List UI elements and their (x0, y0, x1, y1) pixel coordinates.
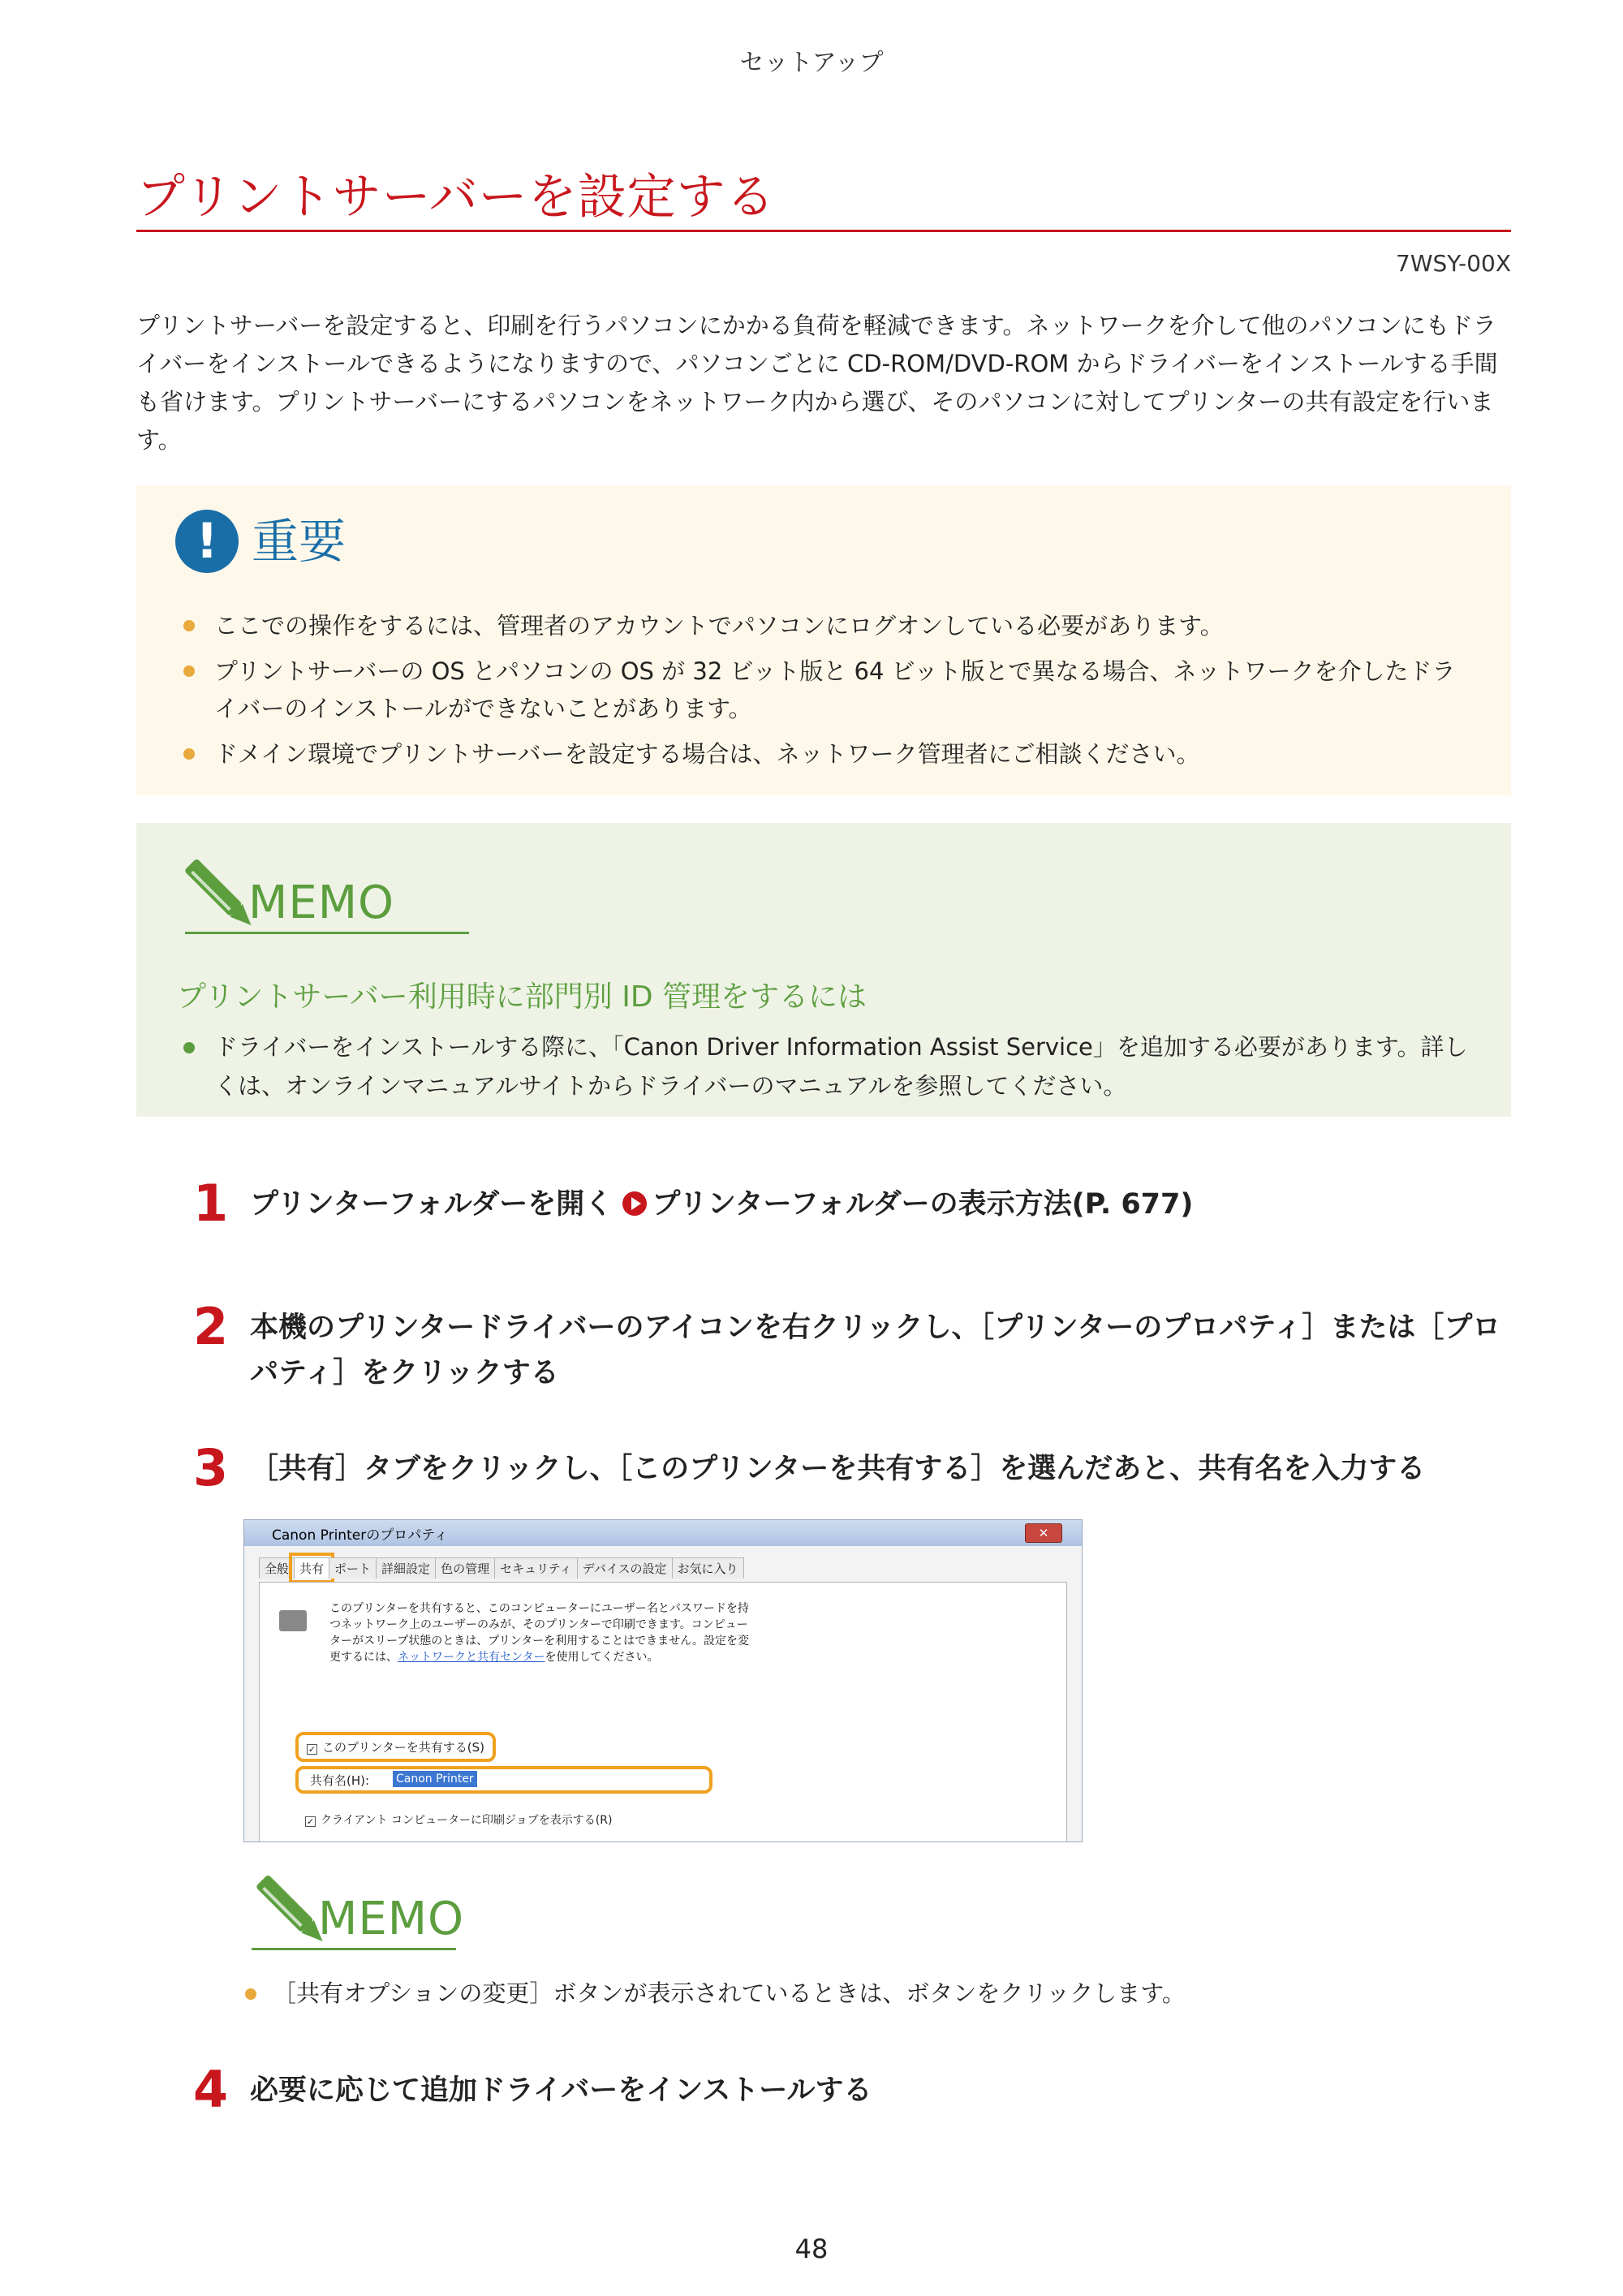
title-divider (136, 230, 1511, 232)
share-name-row (295, 1766, 712, 1794)
memo-list (136, 1027, 1511, 1105)
bullet-icon (245, 1988, 256, 2000)
printer-folder-link[interactable]: プリンターフォルダーの表示方法(P. 677) (652, 1188, 1194, 1221)
page-title: プリントサーバーを設定する (136, 169, 776, 226)
tab-ports[interactable]: ポート (329, 1557, 377, 1579)
memo-label: MEMO (248, 877, 395, 929)
exclamation-icon: ! (175, 510, 239, 573)
tab-device-settings[interactable]: デバイスの設定 (577, 1557, 673, 1579)
sharing-description: このプリンターを共有すると、このコンピューターにユーザー名とパスワードを持つネットワーク上のユーザーのみが、そのプリンターで印刷できます。コンピューターがスリープ状態のときは、プリンターを利用することはできません。設定を変更するには、ネットワークと共有センターを使用してください。 (329, 1602, 750, 1664)
step-number: 3 (193, 1438, 229, 1497)
tab-general[interactable]: 全般 (259, 1557, 295, 1579)
important-list (136, 607, 1511, 781)
dialog-tabs (259, 1557, 743, 1580)
share-name-input[interactable]: Canon Printer (393, 1771, 477, 1787)
tab-sharing[interactable]: 共有 (294, 1557, 329, 1579)
bullet-icon (183, 748, 195, 760)
tab-favorites[interactable]: お気に入り (672, 1557, 744, 1579)
list-item: ［共有オプションの変更］ボタンが表示されているときは、ボタンをクリックします。 (243, 1975, 1186, 2011)
close-icon: ✕ (1038, 1526, 1049, 1540)
tab-advanced[interactable]: 詳細設定 (376, 1557, 436, 1579)
document-id: 7WSY-00X (1396, 250, 1511, 277)
intro-paragraph: プリントサーバーを設定すると、印刷を行うパソコンにかかる負荷を軽減できます。ネットワークを介して他のパソコンにもドライバーをインストールできるようになりますので、パソコンごとに CD-ROM/DVD-ROM からドライバーをインストールする手間も省けます。プリントサーバーにするパソコンをネットワーク内から選び、そのパソコンに対してプリンターの共有設定を行います。 (136, 312, 1498, 454)
checkmark-icon: ✓ (308, 1744, 316, 1755)
memo-label: MEMO (318, 1893, 465, 1945)
bullet-icon (183, 1042, 195, 1053)
link-arrow-icon (622, 1191, 647, 1216)
share-name-label: 共有名(H): (310, 1773, 370, 1788)
step-number: 2 (193, 1297, 229, 1356)
tab-security[interactable]: セキュリティ (494, 1557, 578, 1579)
network-center-link[interactable]: ネットワークと共有センター (398, 1651, 545, 1664)
tab-color-management[interactable]: 色の管理 (435, 1557, 495, 1579)
step-text: 必要に応じて追加ドライバーをインストールする (250, 2074, 872, 2107)
memo-box (136, 823, 1511, 1117)
step-text: プリンターフォルダーを開く プリンターフォルダーの表示方法(P. 677) (250, 1188, 1194, 1221)
memo2-list (243, 1975, 1186, 2011)
memo-underline (185, 932, 469, 934)
running-header: セットアップ (739, 49, 884, 77)
step-number: 1 (193, 1174, 229, 1233)
share-printer-checkbox[interactable]: ✓ このプリンターを共有する(S) (295, 1732, 496, 1762)
list-item: ここでの操作をするには、管理者のアカウントでパソコンにログオンしている必要があります。 (136, 607, 1511, 644)
close-button[interactable] (1025, 1523, 1062, 1543)
page-number: 48 (794, 2234, 829, 2264)
memo-box-2 (243, 1863, 1461, 1985)
dialog-titlebar (244, 1520, 1082, 1546)
list-item: ドメイン環境でプリントサーバーを設定する場合は、ネットワーク管理者にご相談ください。 (136, 735, 1511, 773)
memo-underline (252, 1948, 456, 1950)
printer-icon (279, 1610, 307, 1631)
important-box (136, 485, 1511, 795)
bullet-icon (183, 620, 195, 631)
list-item: プリントサーバーの OS とパソコンの OS が 32 ビット版と 64 ビット版とで異なる場合、ネットワークを介したドライバーのインストールができないことがあります。 (136, 653, 1511, 727)
render-jobs-checkbox[interactable]: ✓ クライアント コンピューターに印刷ジョブを表示する(R) (306, 1814, 613, 1827)
step-text: ［共有］タブをクリックし、［このプリンターを共有する］を選んだあと、共有名を入力する (250, 1453, 1426, 1485)
list-item: ドライバーをインストールする際に、「Canon Driver Information Assist Service」を追加する必要があります。詳しくは、オンラインマニュアルサイトからドライバーのマニュアルを参照してください。 (136, 1027, 1511, 1105)
bullet-icon (183, 666, 195, 677)
step-number: 4 (193, 2060, 229, 2119)
checkmark-icon: ✓ (306, 1816, 315, 1827)
sharing-panel (259, 1582, 1067, 1842)
memo-heading: プリントサーバー利用時に部門別 ID 管理をするには (177, 980, 867, 1014)
dialog-title: Canon Printerのプロパティ (272, 1527, 448, 1544)
important-label: 重要 (252, 514, 347, 569)
step-text: 本機のプリンタードライバーのアイコンを右クリックし、［プリンターのプロパティ］または［プロパティ］をクリックする (250, 1312, 1501, 1389)
printer-properties-dialog (243, 1519, 1083, 1842)
